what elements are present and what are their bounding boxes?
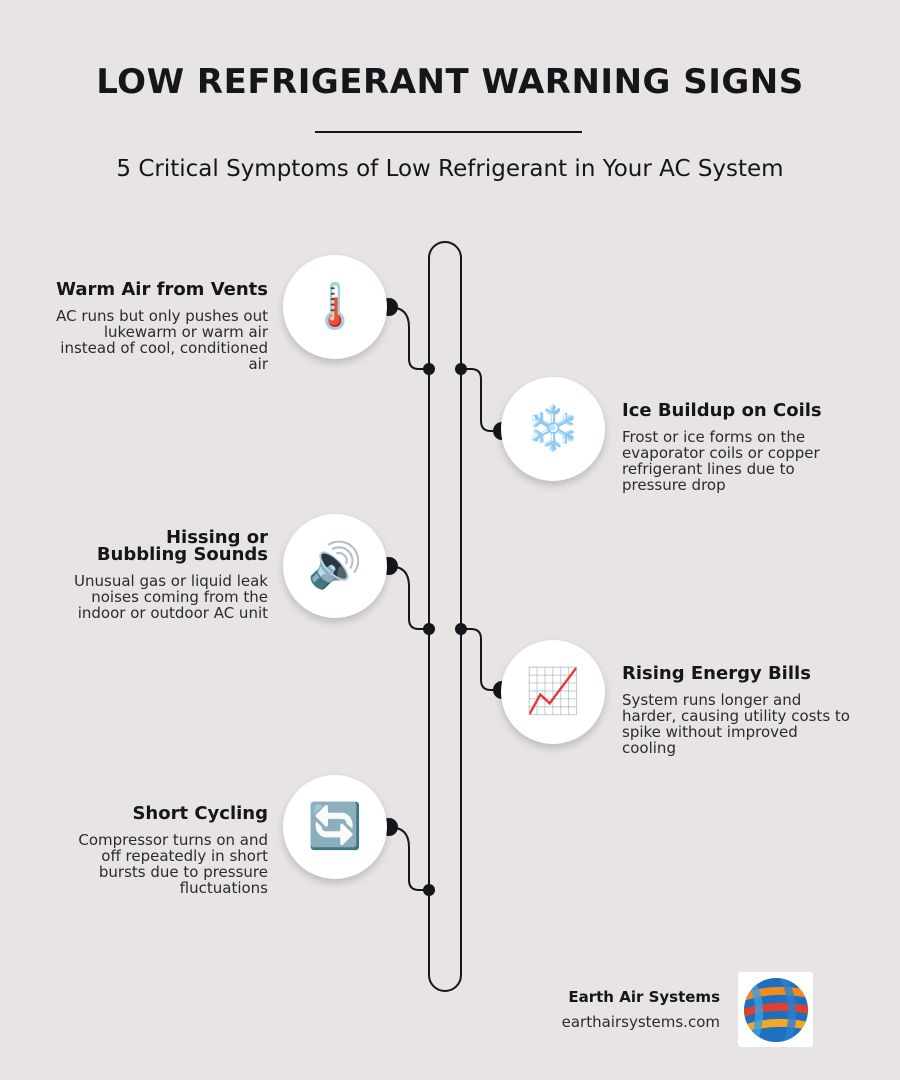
- track-dot: [423, 623, 435, 635]
- company-website[interactable]: earthairsystems.com: [561, 1013, 720, 1031]
- symptom-circle-hissing: [283, 514, 387, 618]
- symptom-heading: Warm Air from Vents: [56, 279, 268, 300]
- symptom-warm-air: [40, 281, 268, 372]
- symptom-description: Unusual gas or liquid leak noises coming from the indoor or outdoor AC unit: [74, 572, 268, 622]
- connector-hissing: [389, 566, 429, 629]
- speaker-icon: 🔊: [307, 540, 363, 591]
- company-name: Earth Air Systems: [568, 988, 720, 1006]
- symptom-circle-energy-bills: [501, 640, 605, 744]
- page-subtitle: 5 Critical Symptoms of Low Refrigerant in Your AC System: [116, 156, 784, 182]
- connector-ice-buildup: [461, 369, 502, 431]
- snowflake-icon: ❄️: [525, 403, 581, 454]
- globe-logo-icon: [738, 972, 813, 1047]
- symptom-description: AC runs but only pushes out lukewarm or warm air instead of cool, conditioned air: [56, 307, 268, 373]
- symptom-circle-ice-buildup: [501, 377, 605, 481]
- symptom-circle-short-cycling: [283, 775, 387, 879]
- chart-increasing-icon: 📈: [525, 666, 581, 717]
- symptom-energy-bills: [622, 665, 852, 756]
- symptom-description: System runs longer and harder, causing utility costs to spike without improved cooling: [622, 691, 850, 757]
- symptom-heading: Rising Energy Bills: [622, 663, 811, 684]
- page-title: LOW REFRIGERANT WARNING SIGNS: [96, 62, 804, 102]
- symptom-description: Compressor turns on and off repeatedly in short bursts due to pressure fluctuations: [78, 831, 268, 897]
- symptom-hissing: [40, 529, 268, 621]
- track-dot: [423, 884, 435, 896]
- symptom-heading: Ice Buildup on Coils: [622, 400, 822, 421]
- connector-energy-bills: [461, 629, 502, 690]
- timeline-track: [429, 242, 461, 991]
- connector-short-cycling: [389, 827, 429, 890]
- cycle-arrows-icon: 🔄: [307, 801, 363, 852]
- connector-warm-air: [389, 307, 429, 369]
- symptom-heading: Short Cycling: [132, 803, 268, 824]
- symptom-short-cycling: [40, 805, 268, 896]
- symptom-heading: Hissing or Bubbling Sounds: [96, 527, 268, 565]
- track-dot: [423, 363, 435, 375]
- symptom-circle-warm-air: [283, 255, 387, 359]
- track-dot: [455, 363, 467, 375]
- globe-logo-graphic: [743, 977, 809, 1043]
- symptom-ice-buildup: [622, 402, 852, 493]
- track-dot: [455, 623, 467, 635]
- symptom-description: Frost or ice forms on the evaporator coils or copper refrigerant lines due to pressure drop: [622, 428, 820, 494]
- thermometer-icon: 🌡️: [307, 281, 363, 332]
